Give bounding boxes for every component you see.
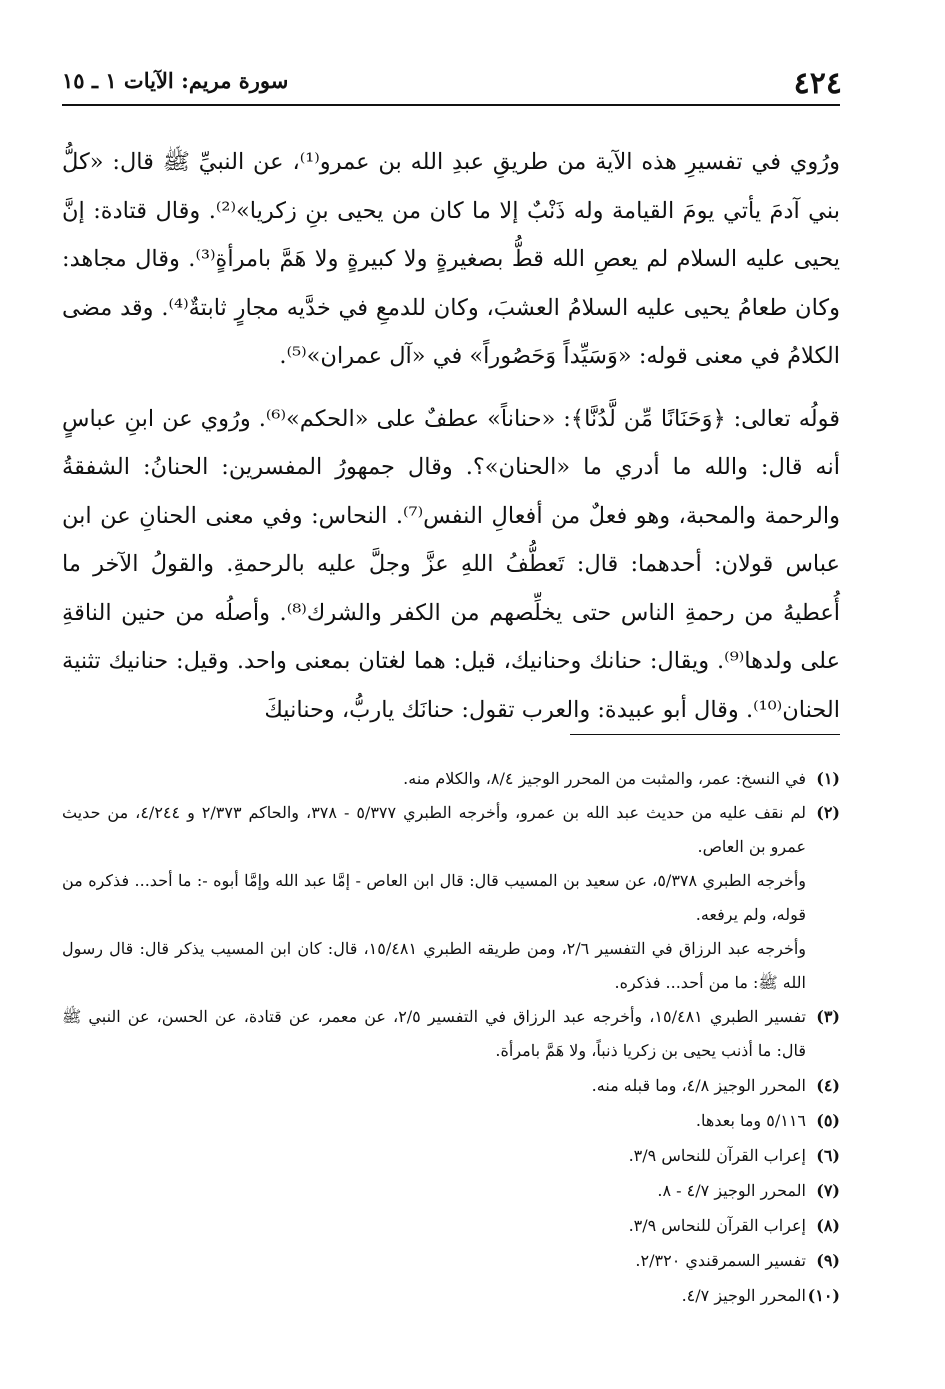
footnote [62,1173,840,1208]
footnote-text: إعراب القرآن للنحاس ٣/٩. [628,1216,806,1235]
header-rule [62,104,840,106]
footnotes [62,762,840,1313]
footnote-number: (٧) [816,1181,840,1200]
footnote-number: (١٠) [807,1286,840,1305]
footnote-number: (٩) [816,1251,840,1270]
footnote-number: (١) [816,769,840,788]
footnote-number: (٣) [816,1007,840,1026]
footnote-number: (٦) [816,1146,840,1165]
paragraph: ورُوي في تفسيرِ هذه الآية من طريقِ عبدِ الله بن عمرو⁽¹⁾، عن النبيِّ ﷺ قال: «كلُّ بني آدمَ يأتي يومَ القيامة وله ذَنْبٌ إلا ما كان من يحيى بنِ زكريا»⁽²⁾. وقال قتادة: إنَّ يحيى عليه السلام لم يعصِ الله قطُّ بصغيرةٍ ولا كبيرةٍ ولا هَمَّ بامرأةٍ⁽³⁾. وقال مجاهد: وكان طعامُ يحيى عليه السلامُ العشبَ، وكان للدمعِ في خدَّيه مجارٍ ثابتةٌ⁽⁴⁾. وقد مضى الكلامُ في معنى قوله: «وَسَيِّداً وَحَصُوراً» في «آل عمران»⁽⁵⁾. [62,149,840,369]
page-header [62,62,842,102]
footnote-text: إعراب القرآن للنحاس ٣/٩. [628,1146,806,1165]
footnote-text: المحرر الوجيز ٤/٧. [681,1286,806,1305]
footnote-text: ٥/١١٦ وما بعدها. [695,1111,806,1130]
paragraph: قولُه تعالى: ﴿وَحَنَانًا مِّن لَّدُنَّا﴾: «حناناً» عطفٌ على «الحكم»⁽⁶⁾. ورُوي عن ابنِ عباسٍ أنه قال: والله ما أدري ما «الحنان»؟. وقال جمهورُ المفسرين: الحنانُ: الشفقةُ والرحمة والمحبة، وهو فعلٌ من أفعالِ النفس⁽⁷⁾. النحاس: وفي معنى الحنانِ عن ابن عباس قولان: أحدهما: قال: تَعطُّفُ اللهِ عزَّ وجلَّ عليه بالرحمةِ. والقولُ الآخر ما أُعطيهُ من رحمةِ الناس حتى يخلِّصهم من الكفر والشرك⁽⁸⁾. وأصلُه من حنين الناقةِ على ولدها⁽⁹⁾. ويقال: حنانك وحنانيك، قيل: هما لغتان بمعنى واحد. وقيل: حنانيك تثنية الحنان⁽¹⁰⁾. وقال أبو عبيدة: والعرب تقول: حنانَك ياربُّ، وحنانيكَ [62,405,841,723]
footnote-text: المحرر الوجيز ٤/٨، وما قبله منه. [591,1076,806,1095]
footnote-separator [570,734,840,735]
footnote-text: تفسير الطبري ١٥/٤٨١، وأخرجه عبد الرزاق في التفسير ٢/٥، عن معمر، عن قتادة، عن الحسن، عن النبي ﷺ قال: ما أذنب يحيى بن زكريا ذنباً، ولا هَمَّ بامرأة. [62,1007,806,1060]
running-title: سورة مريم: الآيات ١ ـ ١٥ [62,68,289,93]
footnote [62,1103,840,1138]
footnote-text: تفسير السمرقندي ٢/٣٢٠. [635,1251,806,1270]
footnote [62,796,840,864]
footnote-text: في النسخ: عمر، والمثبت من المحرر الوجيز ٨/٤، والكلام منه. [403,769,806,788]
footnote-number: (٤) [816,1076,840,1095]
footnote-number: (٨) [816,1216,840,1235]
footnote-number: (٥) [816,1111,840,1130]
footnote [62,1138,840,1173]
footnote-continuation: وأخرجه عبد الرزاق في التفسير ٢/٦، ومن طريقه الطبري ١٥/٤٨١، قال: كان ابن المسيب يذكر قال: قال رسول الله ﷺ: ما من أحد... فذكره. [62,939,807,992]
footnote-continuation: وأخرجه الطبري ٥/٣٧٨، عن سعيد بن المسيب قال: قال ابن العاص - إمَّا عبد الله وإمَّا أبوه -: ما أحد... فذكره من قوله، ولم يرفعه. [62,871,806,924]
main-text [62,138,840,734]
footnote [62,1000,840,1068]
footnote [62,1243,840,1278]
footnote [62,1278,840,1313]
footnote-text: المحرر الوجيز ٤/٧ - ٨. [657,1181,806,1200]
footnote [62,1068,840,1103]
footnote-number: (٢) [816,803,840,822]
footnote [62,762,840,796]
page-number: ٤٢٤ [793,66,842,101]
footnote-text: لم نقف عليه من حديث عبد الله بن عمرو، وأخرجه الطبري ٥/٣٧٧ - ٣٧٨، والحاكم ٢/٣٧٣ و ٤/٢٤٤، من حديث عمرو بن العاص. [62,803,807,856]
footnote [62,1208,840,1243]
